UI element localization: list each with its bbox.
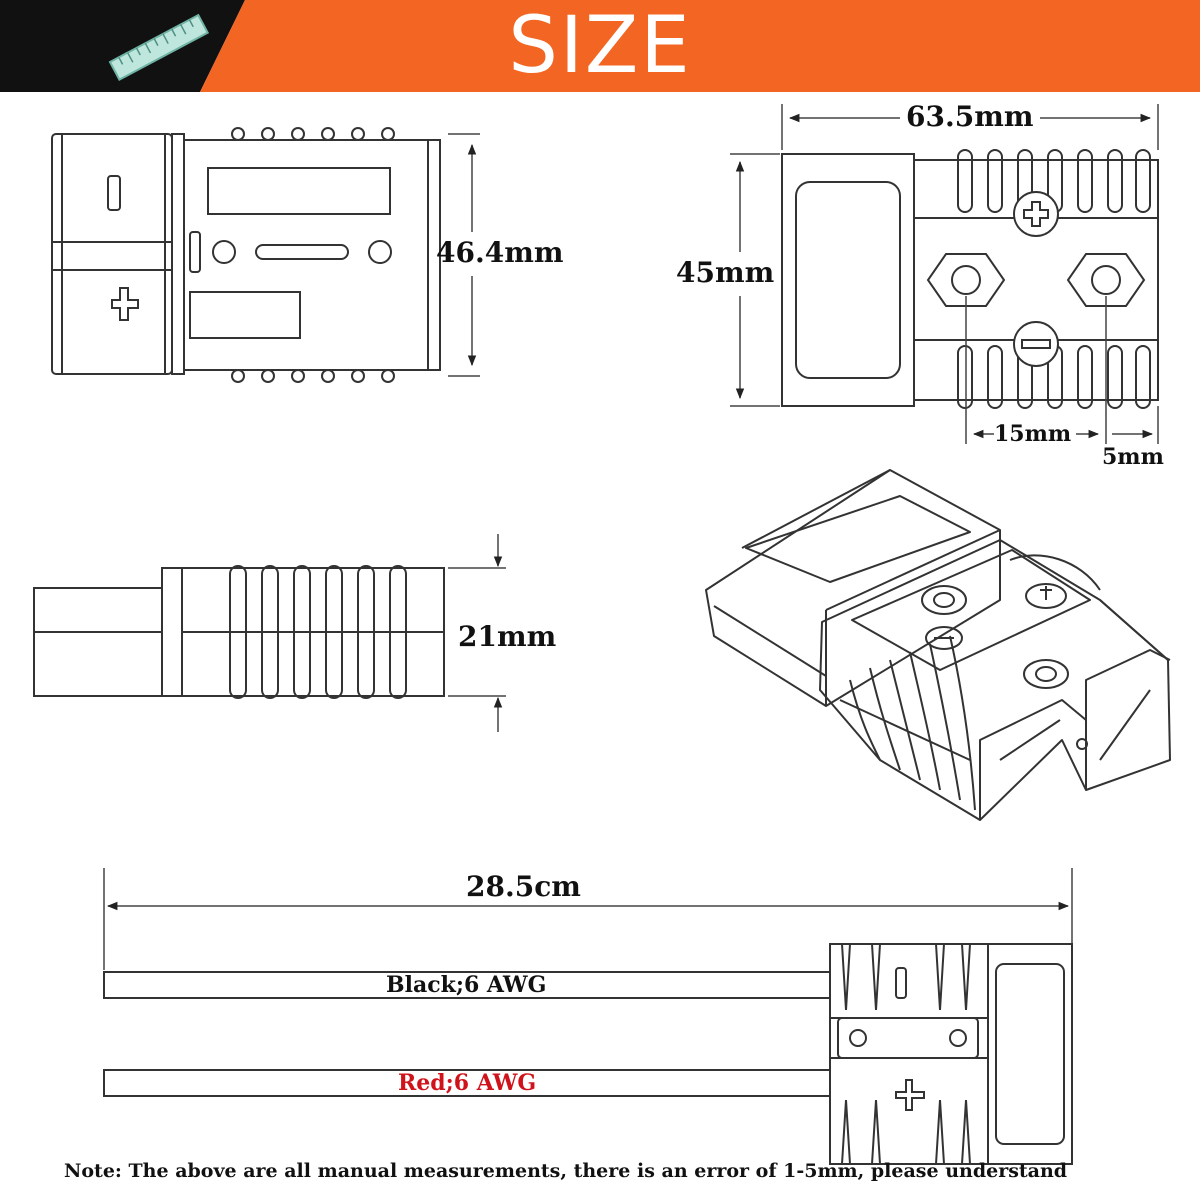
side-thickness-label: 21mm	[458, 620, 557, 653]
red-wire-label: Red;6 AWG	[398, 1070, 537, 1096]
terminal-spacing-label: 15mm	[994, 421, 1072, 447]
edge-offset-label: 5mm	[1102, 444, 1164, 470]
top-view	[782, 150, 1158, 408]
side-view	[34, 566, 444, 698]
cable-length-dimension	[104, 868, 1072, 970]
front-view	[52, 128, 440, 382]
cable-assembly	[104, 944, 1072, 1164]
top-length-label: 63.5mm	[906, 100, 1034, 133]
page-title: SIZE	[508, 1, 692, 91]
top-height-label: 45mm	[676, 256, 775, 289]
measurement-note: Note: The above are all manual measurements, there is an error of 1-5mm, please understand	[64, 1160, 1068, 1182]
black-wire-label: Black;6 AWG	[386, 972, 547, 998]
isometric-view	[706, 470, 1170, 820]
cable-length-label: 28.5cm	[466, 870, 581, 903]
front-height-label: 46.4mm	[436, 236, 564, 269]
